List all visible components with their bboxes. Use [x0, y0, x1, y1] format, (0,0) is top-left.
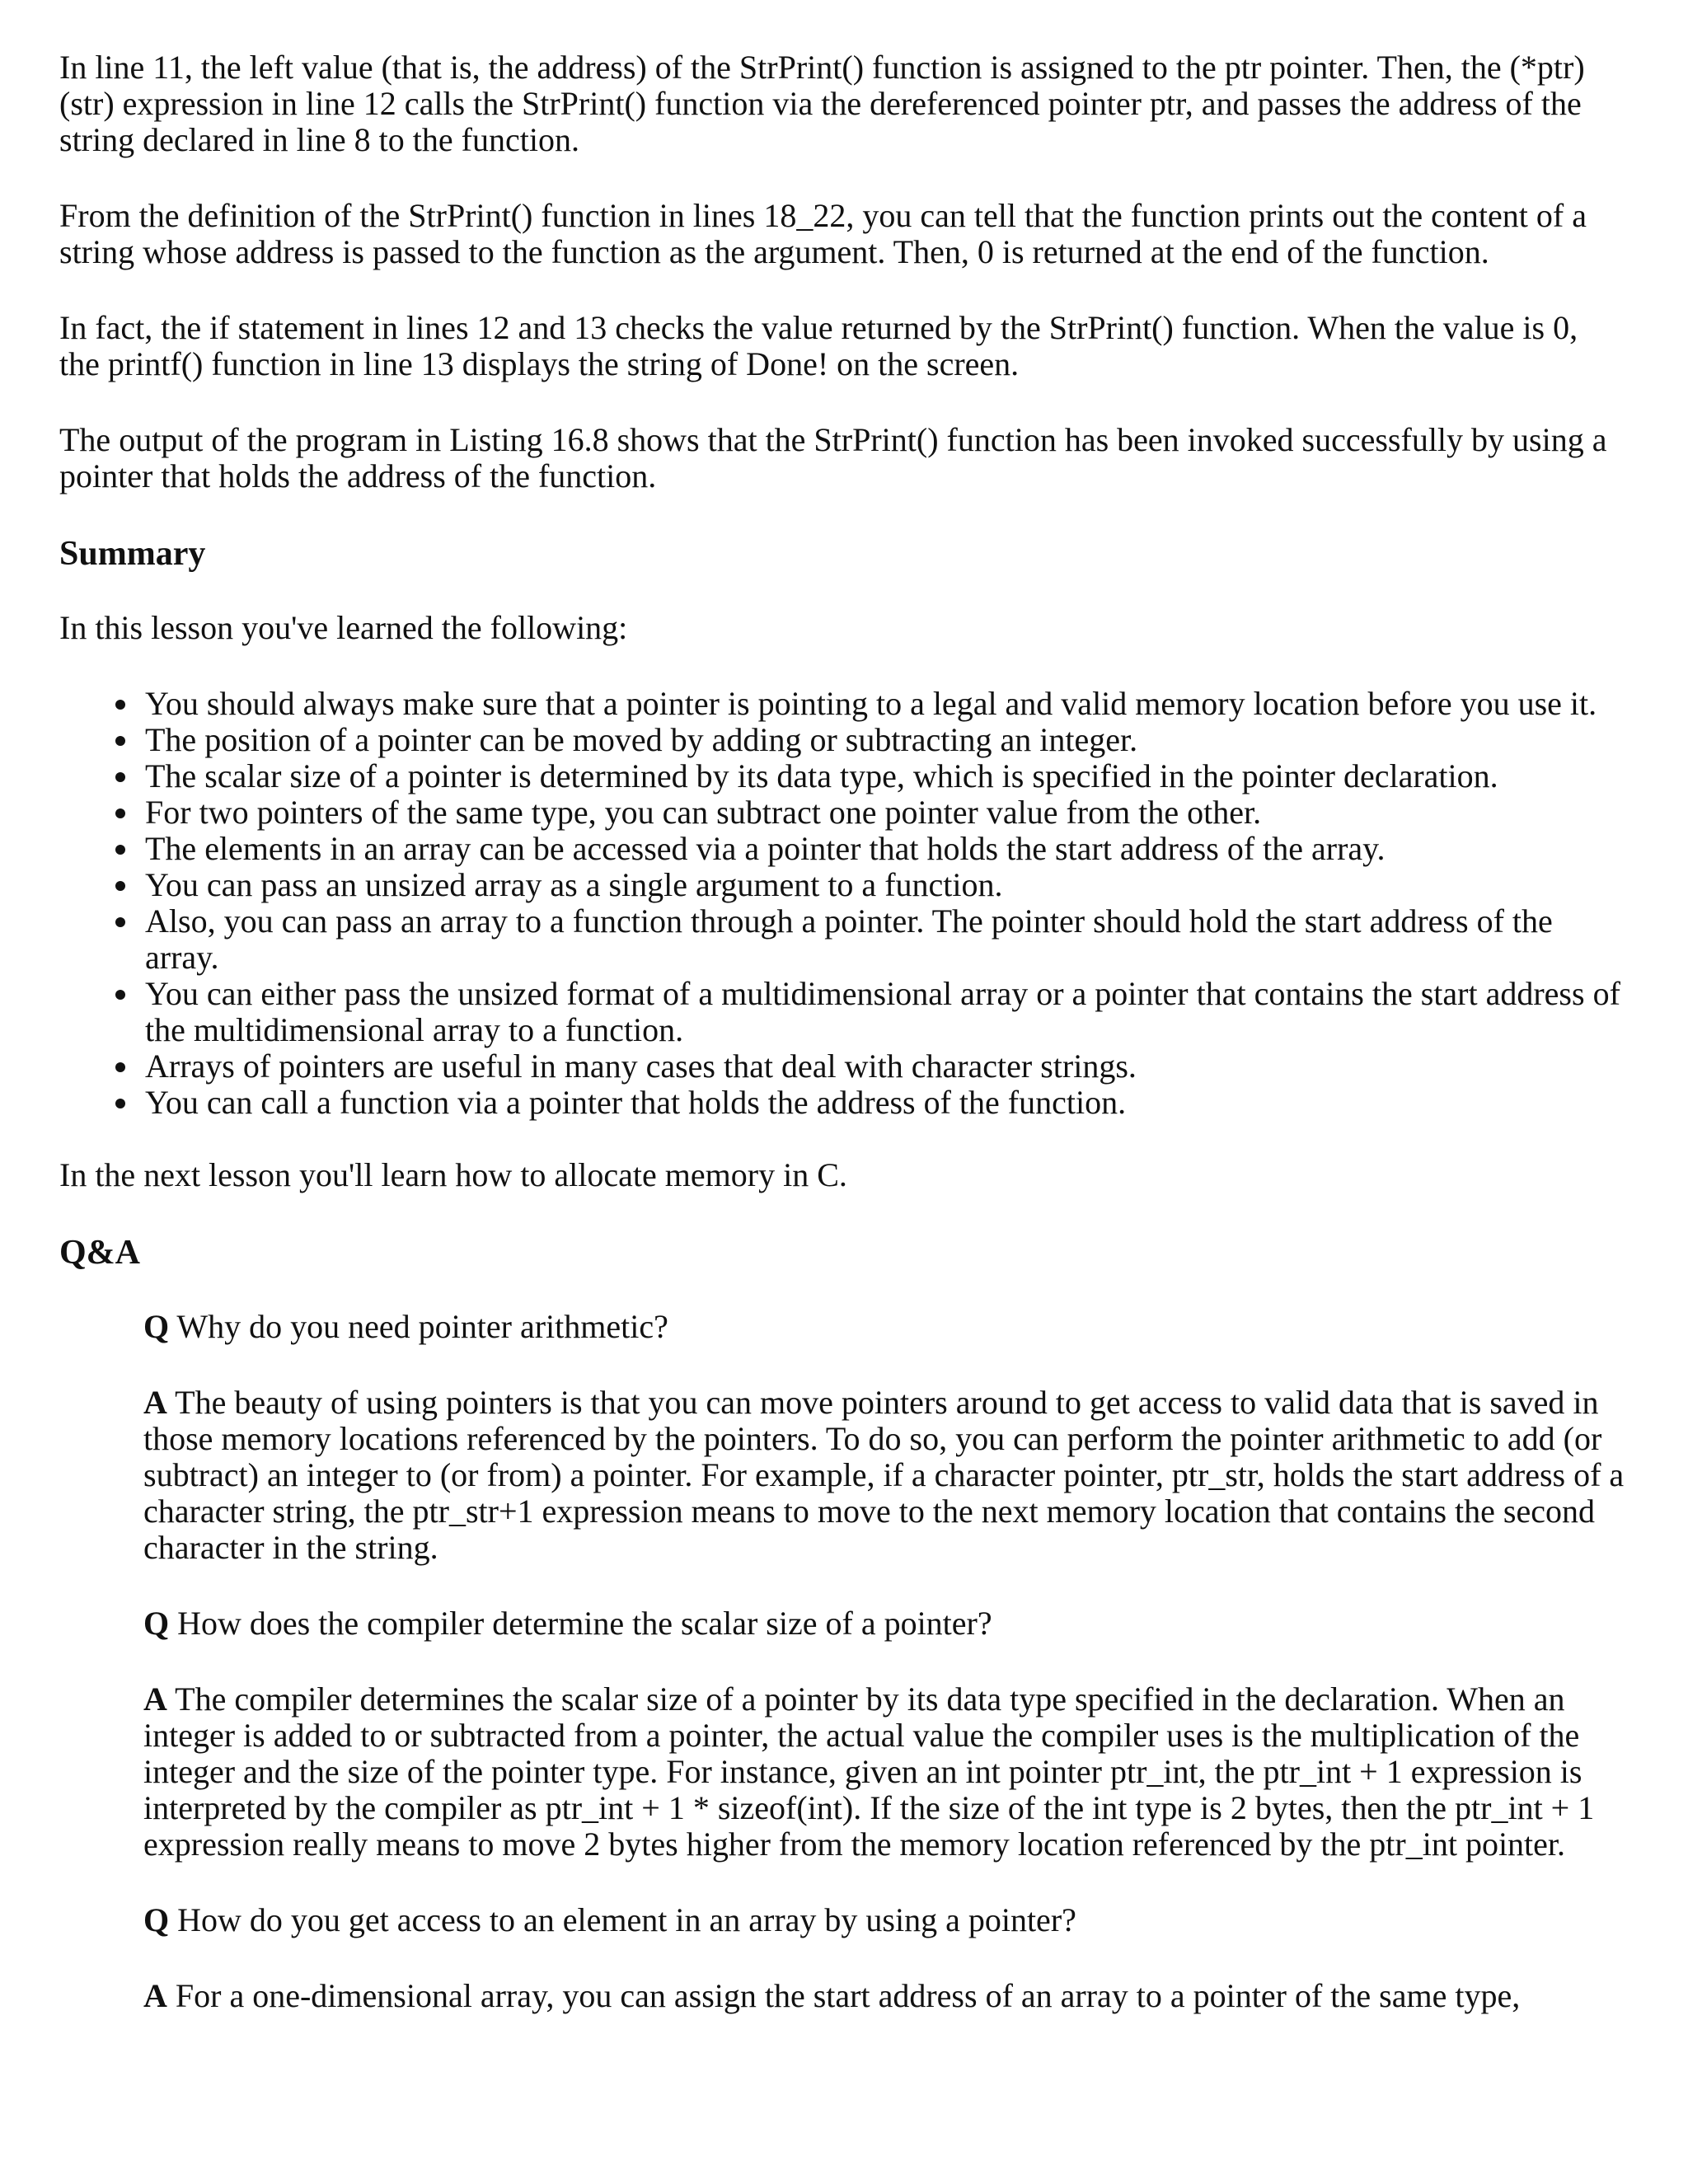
- summary-item: You can call a function via a pointer that holds the address of the function.: [145, 1085, 1625, 1121]
- qa-section: [143, 1309, 1625, 2014]
- answer-1: [143, 1385, 1625, 1566]
- summary-item: You can pass an unsized array as a single argument to a function.: [145, 867, 1625, 903]
- question-marker: Q: [143, 1605, 170, 1642]
- document-page: [59, 49, 1625, 2054]
- summary-intro: In this lesson you've learned the following:: [59, 609, 628, 646]
- question-text: How does the compiler determine the scalar size of a pointer?: [177, 1605, 992, 1642]
- question-3: [143, 1902, 1625, 1938]
- question-marker: Q: [143, 1901, 170, 1938]
- summary-item: Arrays of pointers are useful in many cases that deal with character strings.: [145, 1048, 1625, 1085]
- answer-3: [143, 1978, 1625, 2014]
- question-text: How do you get access to an element in an array by using a pointer?: [177, 1901, 1076, 1938]
- summary-item: You should always make sure that a pointer is pointing to a legal and valid memory location before you use it.: [145, 686, 1625, 722]
- intro-paragraph-2: From the definition of the StrPrint() function in lines 18_22, you can tell that the function prints out the content of a string whose address is passed to the function as the argument. Then, 0 is returned at the end of the function.: [59, 197, 1587, 270]
- question-1: [143, 1309, 1625, 1345]
- summary-item: The scalar size of a pointer is determined by its data type, which is specified in the pointer declaration.: [145, 758, 1625, 794]
- intro-paragraph-1: In line 11, the left value (that is, the address) of the StrPrint() function is assigned to the ptr pointer. Then, the (*ptr)(str) expression in line 12 calls the StrPrint() function via the dereferenced pointer ptr, and passes the address of the string declared in line 8 to the function.: [59, 49, 1585, 158]
- question-text: Why do you need pointer arithmetic?: [176, 1308, 668, 1345]
- question-marker: Q: [143, 1308, 170, 1345]
- summary-item: For two pointers of the same type, you can subtract one pointer value from the other.: [145, 794, 1625, 831]
- qa-heading: Q&A: [59, 1234, 140, 1272]
- answer-marker: A: [143, 1384, 167, 1421]
- question-2: [143, 1605, 1625, 1642]
- summary-item: The elements in an array can be accessed via a pointer that holds the start address of the array.: [145, 831, 1625, 867]
- answer-text: For a one-dimensional array, you can assign the start address of an array to a pointer of the same type,: [175, 1977, 1521, 2014]
- summary-item: The position of a pointer can be moved by adding or subtracting an integer.: [145, 722, 1625, 758]
- summary-item: Also, you can pass an array to a function through a pointer. The pointer should hold the start address of the array.: [145, 903, 1625, 976]
- intro-paragraph-4: The output of the program in Listing 16.8 shows that the StrPrint() function has been invoked successfully by using a pointer that holds the address of the function.: [59, 421, 1607, 494]
- answer-2: [143, 1681, 1625, 1863]
- summary-item: You can either pass the unsized format of a multidimensional array or a pointer that contains the start address of the multidimensional array to a function.: [145, 976, 1625, 1048]
- answer-text: The beauty of using pointers is that you can move pointers around to get access to valid data that is saved in those memory locations referenced by the pointers. To do so, you can perform the pointer arithmetic to add (or subtract) an integer to (or from) a pointer. For example, if a character pointer, ptr_str, holds the start address of a character string, the ptr_str+1 expression means to move to the next memory location that contains the second character in the string.: [143, 1384, 1625, 1566]
- answer-marker: A: [143, 1977, 167, 2014]
- summary-list: [59, 686, 1625, 1121]
- answer-text: The compiler determines the scalar size of a pointer by its data type specified in the declaration. When an integer is added to or subtracted from a pointer, the actual value the compiler uses is the multiplication of the integer and the size of the pointer type. For instance, given an int pointer ptr_int, the ptr_int + 1 expression is interpreted by the compiler as ptr_int + 1 * sizeof(int). If the size of the int type is 2 bytes, then the ptr_int + 1 expression really means to move 2 bytes higher from the memory location referenced by the ptr_int pointer.: [143, 1680, 1595, 1863]
- answer-marker: A: [143, 1680, 167, 1718]
- summary-heading: Summary: [59, 535, 206, 573]
- intro-paragraph-3: In fact, the if statement in lines 12 and 13 checks the value returned by the StrPrint() function. When the value is 0, the printf() function in line 13 displays the string of Done! on the screen.: [59, 309, 1578, 382]
- summary-closing: In the next lesson you'll learn how to allocate memory in C.: [59, 1156, 847, 1193]
